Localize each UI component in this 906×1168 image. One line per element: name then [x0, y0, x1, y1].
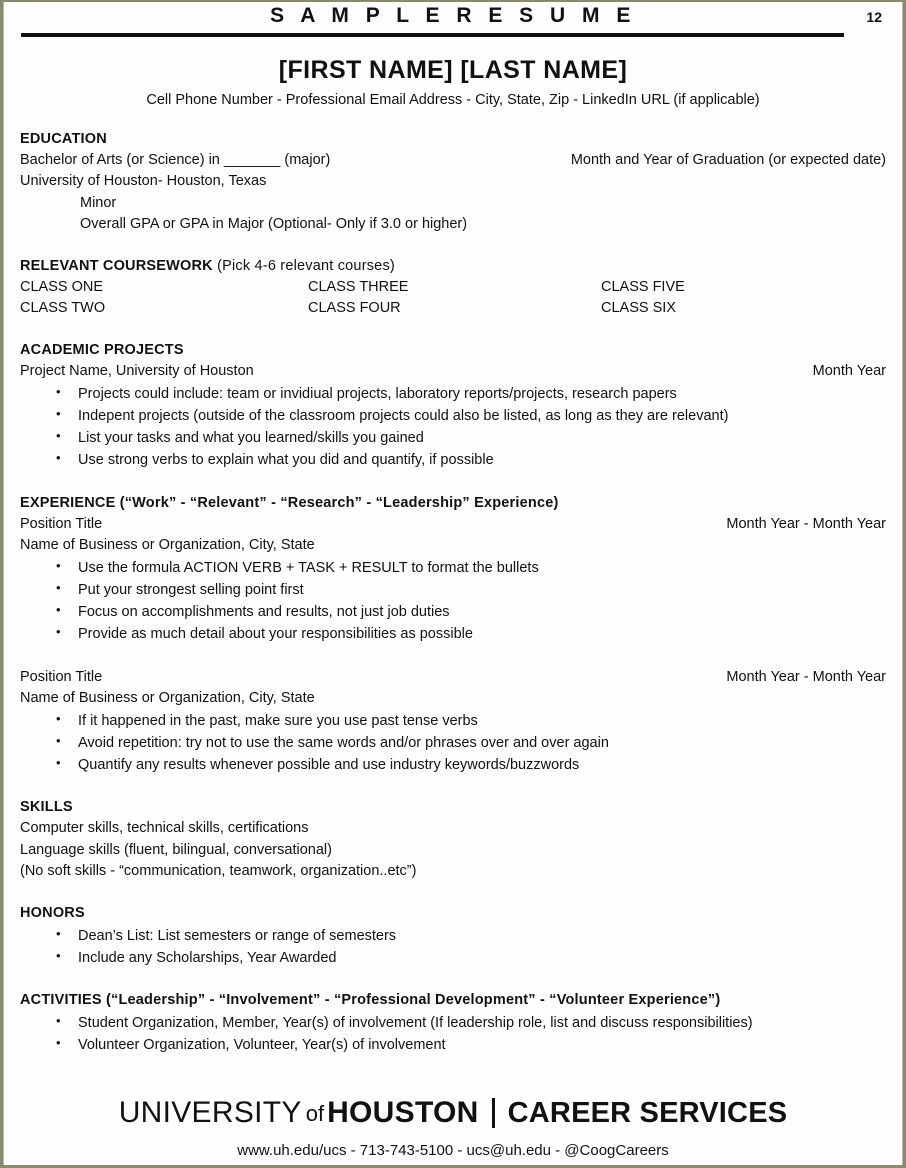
- logo-divider: [492, 1098, 495, 1128]
- coursework-heading-main: RELEVANT COURSEWORK: [20, 257, 213, 274]
- list-item: • Quantify any results whenever possible and use industry keywords/buzzwords: [20, 754, 886, 776]
- list-item: • Indepent projects (outside of the classroom projects could also be listed, as long as they are relevant): [20, 405, 886, 427]
- experience-position-title: Position Title: [20, 668, 103, 685]
- education-gpa: Overall GPA or GPA in Major (Optional- Only if 3.0 or higher): [80, 215, 468, 232]
- section-coursework: [20, 256, 886, 319]
- section-honors: [20, 903, 886, 969]
- section-academic-projects: [20, 340, 886, 471]
- list-item: • Provide as much detail about your responsibilities as possible: [20, 623, 886, 645]
- section-experience: [20, 493, 886, 777]
- page-footer: [20, 1096, 886, 1159]
- section-skills: [20, 797, 886, 881]
- experience-bullets: [20, 710, 886, 776]
- honors-bullets: [20, 925, 886, 969]
- academic-project-name: Project Name, University of Houston: [20, 363, 254, 380]
- contact-line: Cell Phone Number - Professional Email Address - City, State, Zip - LinkedIn URL (if applicable): [146, 92, 760, 109]
- experience-position-title: Position Title: [20, 515, 103, 532]
- education-minor: Minor: [80, 194, 117, 211]
- skills-line: Language skills (fluent, bilingual, conversational): [20, 841, 332, 858]
- page-number: 12: [866, 9, 882, 25]
- page-header: [20, 2, 886, 46]
- education-degree-row: [20, 150, 886, 171]
- skills-line: Computer skills, technical skills, certifications: [20, 820, 309, 837]
- coursework-grid: [20, 277, 886, 319]
- coursework-item: CLASS TWO: [20, 300, 106, 317]
- activities-bullets: [20, 1012, 886, 1056]
- coursework-item: CLASS FIVE: [601, 278, 685, 295]
- logo-houston-text: HOUSTON: [327, 1096, 479, 1129]
- skills-line: (No soft skills - “communication, teamwork, organization..etc”): [20, 862, 417, 879]
- section-education: [20, 129, 886, 235]
- list-item: • Student Organization, Member, Year(s) of involvement (If leadership role, list and discuss responsibilities): [20, 1012, 886, 1034]
- honors-heading: HONORS: [20, 904, 85, 921]
- uh-career-services-logo: [20, 1096, 886, 1130]
- header-rule: [21, 33, 844, 37]
- coursework-heading-note: (Pick 4-6 relevant courses): [212, 257, 395, 274]
- logo-of-text: of: [305, 1101, 325, 1126]
- coursework-item: CLASS ONE: [20, 278, 103, 295]
- list-item: • List your tasks and what you learned/skills you gained: [20, 427, 886, 449]
- logo-university-text: UNIVERSITY: [118, 1096, 302, 1129]
- experience-bullets: [20, 557, 886, 645]
- academic-project-row: [20, 361, 886, 382]
- page-title: S A M P L E R E S U M E: [270, 4, 636, 27]
- list-item: • Dean’s List: List semesters or range of semesters: [20, 925, 886, 947]
- list-item: • Use the formula ACTION VERB + TASK + RESULT to format the bullets: [20, 557, 886, 579]
- coursework-item: CLASS THREE: [308, 278, 409, 295]
- experience-entry: [20, 514, 886, 645]
- coursework-item: CLASS SIX: [601, 300, 676, 317]
- name-block: [20, 57, 886, 108]
- coursework-item: CLASS FOUR: [308, 300, 401, 317]
- footer-contact-line: www.uh.edu/ucs - 713-743-5100 - ucs@uh.edu - @CoogCareers: [237, 1142, 669, 1159]
- list-item: • Include any Scholarships, Year Awarded: [20, 947, 886, 969]
- list-item: • Put your strongest selling point first: [20, 579, 886, 601]
- skills-heading: SKILLS: [20, 799, 73, 816]
- activities-heading: ACTIVITIES (“Leadership” - “Involvement” - “Professional Development” - “Volunteer Experience”): [20, 991, 721, 1008]
- education-graduation-date: Month and Year of Graduation (or expected date): [570, 152, 886, 169]
- experience-title-row: [20, 667, 886, 688]
- logo-career-services-text: CAREER SERVICES: [507, 1096, 788, 1129]
- experience-date-range: Month Year - Month Year: [726, 668, 886, 685]
- applicant-name: [FIRST NAME] [LAST NAME]: [278, 56, 628, 84]
- resume-page-inner: [3, 2, 903, 1165]
- list-item: • If it happened in the past, make sure you use past tense verbs: [20, 710, 886, 732]
- academic-projects-bullets: [20, 383, 886, 471]
- experience-date-range: Month Year - Month Year: [726, 515, 886, 532]
- coursework-heading: [20, 256, 886, 277]
- list-item: • Volunteer Organization, Volunteer, Year(s) of involvement: [20, 1034, 886, 1056]
- list-item: • Focus on accomplishments and results, not just job duties: [20, 601, 886, 623]
- education-heading: EDUCATION: [20, 131, 107, 148]
- list-item: • Avoid repetition: try not to use the same words and/or phrases over and over again: [20, 732, 886, 754]
- education-degree: Bachelor of Arts (or Science) in _______ (major): [20, 152, 331, 169]
- experience-heading: EXPERIENCE (“Work” - “Relevant” - “Research” - “Leadership” Experience): [20, 494, 559, 511]
- academic-projects-heading: ACADEMIC PROJECTS: [20, 342, 184, 359]
- list-item: • Use strong verbs to explain what you did and quantify, if possible: [20, 449, 886, 471]
- experience-entry: [20, 667, 886, 776]
- list-item: • Projects could include: team or invidiual projects, laboratory reports/projects, research papers: [20, 383, 886, 405]
- experience-organization: Name of Business or Organization, City, State: [20, 690, 315, 707]
- experience-organization: Name of Business or Organization, City, State: [20, 536, 315, 553]
- academic-project-date: Month Year: [812, 363, 886, 380]
- section-activities: [20, 990, 886, 1056]
- experience-title-row: [20, 514, 886, 535]
- education-school: University of Houston- Houston, Texas: [20, 173, 267, 190]
